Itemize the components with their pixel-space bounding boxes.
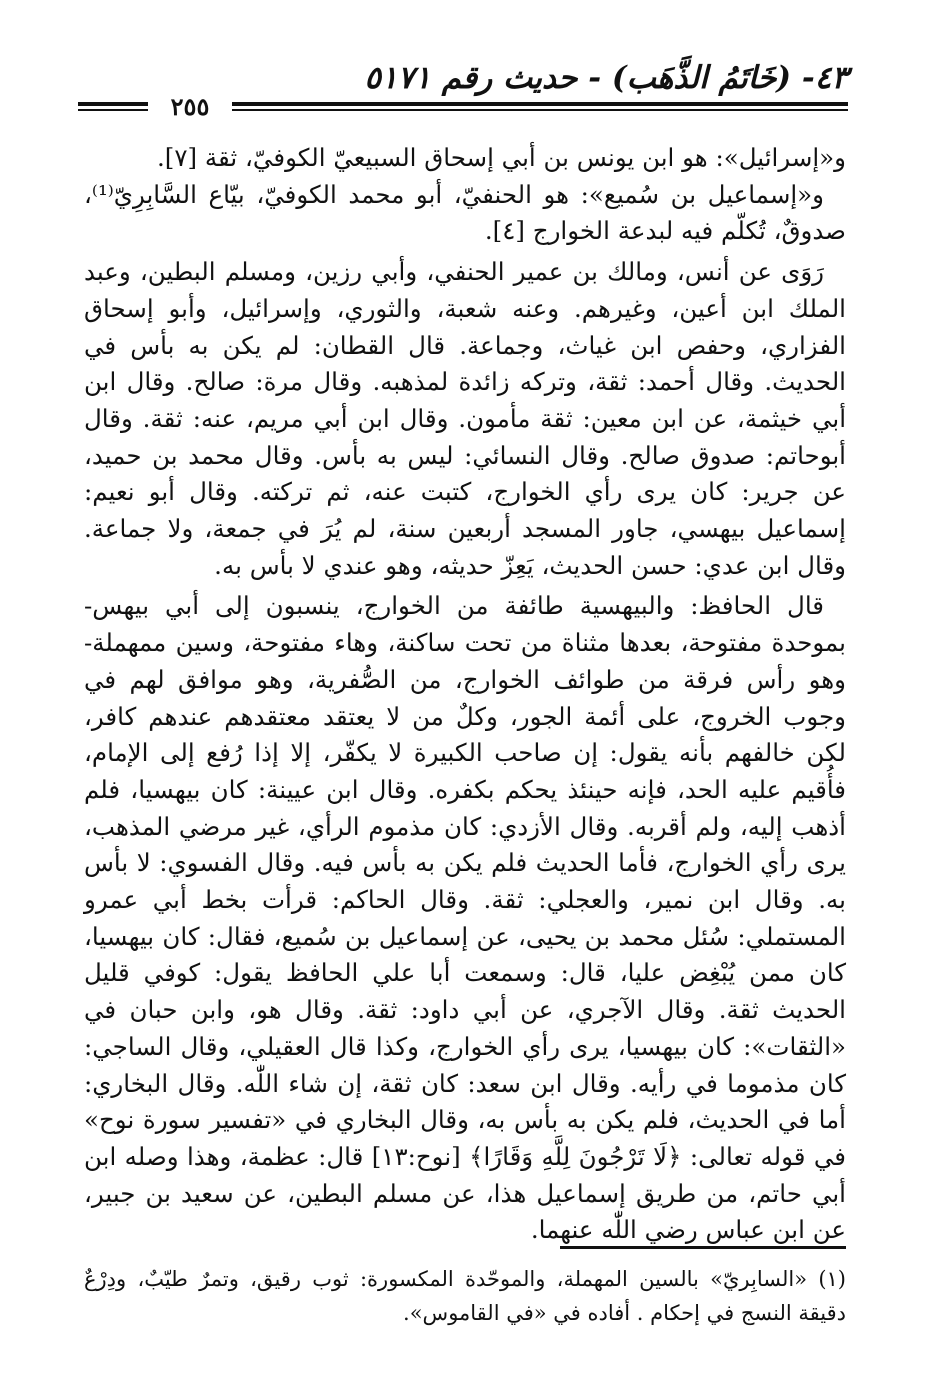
main-text <box>84 140 846 1249</box>
page-number: ٢٥٥ <box>170 92 210 121</box>
paragraph-narrators: رَوَى عن أنس، ومالك بن عمير الحنفي، وأبي رزين، ومسلم البطين، وعبد الملك ابن أعين، وغيرهم. وعنه شعبة، والثوري، وإسرائيل، وأبو إسحاق الفزاري، وحفص ابن غياث، وجماعة. قال القطان: لم يكن به بأس في الحديث. وقال أحمد: ثقة، وتركه زائدة لمذهبه. وقال مرة: صالح. وقال ابن أبي خيثمة، عن ابن معين: ثقة مأمون. وقال ابن أبي مريم، عنه: ثقة. وقال أبوحاتم: صدوق صالح. وقال النسائي: ليس به بأس. وقال محمد بن حميد، عن جرير: كان يرى رأي الخوارج، كتبت عنه، ثم تركته. وقال أبو نعيم: إسماعيل بيهسي، جاور المسجد أربعين سنة، لم يُرَ في جمعة، ولا جماعة. وقال ابن عدي: حسن الحديث، يَعِزّ حديثه، وهو عندي لا بأس به. <box>84 257 846 580</box>
header-rule-left <box>78 102 148 111</box>
paragraph-israil: و«إسرائيل»: هو ابن يونس بن أبي إسحاق السبيعيّ الكوفيّ، ثقة [٧]. <box>157 143 846 172</box>
footnote-separator <box>560 1246 846 1249</box>
paragraph-ismail: و«إسماعيل بن سُميع»: هو الحنفيّ، أبو محمد الكوفيّ، بيّاع السَّابِرِيّ⁽¹⁾، صدوقٌ، تُكلّم فيه لبدعة الخوارج [٤]. <box>84 179 846 246</box>
running-title: ٤٣- (خَاتَمُ الذَّهَب) - حديث رقم ٥١٧١ <box>364 60 848 96</box>
paragraph-hafiz: قال الحافظ: والبيهسية طائفة من الخوارج، ينسبون إلى أبي بيهس- بموحدة مفتوحة، بعدها مثناة من تحت ساكنة، وهاء مفتوحة، وسين ممهملة- وهو رأس فرقة من طوائف الخوارج، من الصُّفرية، وهو موافق لهم في وجوب الخروج، على أئمة الجور، وكلٌ من لا يعتقد معتقدهم عندهم كافر، لكن خالفهم بأنه يقول: إن صاحب الكبيرة لا يكفّر، إلا إذا رُفع إلى الإمام، فأُقيم عليه الحد، فإنه حينئذ يحكم بكفره. وقال ابن عيينة: كان بيهسيا، فلم أذهب إليه، ولم أقربه. وقال الأزدي: كان مذموم الرأي، غير مرضي المذهب، يرى رأي الخوارج، فأما الحديث فلم يكن به بأس فيه. وقال الفسوي: لا بأس به. وقال ابن نمير، والعجلي: ثقة. وقال الحاكم: قرأت بخط أبي عمرو المستملي: سُئل محمد بن يحيى، عن إسماعيل بن سُميع، فقال: كان بيهسيا، كان ممن يُبْغِض عليا، قال: وسمعت أبا علي الحافظ يقول: كوفي قليل الحديث ثقة. وقال الآجري، عن أبي داود: ثقة. وقال هو، وابن حبان في «الثقات»: كان بيهسيا، يرى رأي الخوارج، وكذا قال العقيلي، وقال الساجي: كان مذموما في رأيه. وقال ابن سعد: كان ثقة، إن شاء اللّٰه. وقال البخاري: أما في الحديث، فلم يكن به بأس به، وقال البخاري في «تفسير سورة نوح» في قوله تعالى: ﴿لَا تَرْجُونَ لِلَّهِ وَقَارًا﴾ [نوح:١٣] قال: عظمة، وهذا وصله ابن أبي حاتم، من طريق إسماعيل هذا، عن مسلم البطين، عن سعيد بن جبير، عن ابن عباس رضي اللّٰه عنهما. <box>84 591 846 1245</box>
page-header <box>78 58 848 121</box>
header-rule-right <box>232 102 848 111</box>
footnote: (١) «السابِريّ» بالسين المهملة، والموحّدة المكسورة: ثوب رقيق، وتمرٌ طيّبٌ، ودِرْعٌ دقيقة النسج في إحكام . أفاده في «في القاموس». <box>84 1267 846 1325</box>
